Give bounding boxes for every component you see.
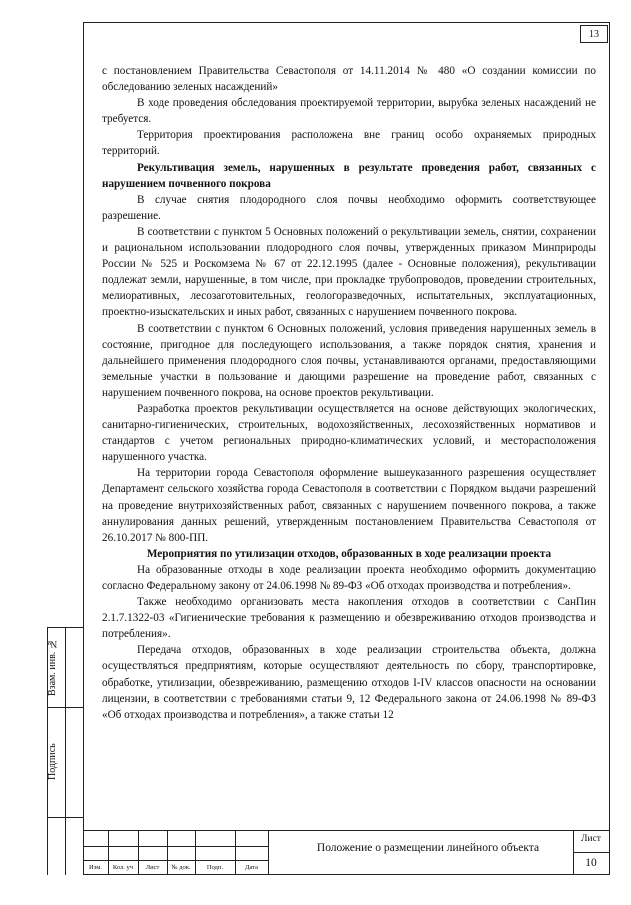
paragraph: На территории города Севастополя оформление вышеуказанного разрешения осуществляет Департамент сельского хозяйства города Севастополя в соответствии с Порядком выдачи разрешений на проведение внутрихозяйственных работ, связанных с нарушением почвенного покрова, а также аннулирования данных решений, утвержденным постановлением Правительства Севастополя от 26.10.2017 № 800-ПП. (102, 467, 596, 544)
paragraph: Разработка проектов рекультивации осуществляется на основе действующих экологических, санитарно-гигиенических, строительных, водохозяйственных, лесохозяйственных нормативов и стандартов с учетом региональных природно-климатических условий, и месторасположения нарушенного участка. (102, 402, 596, 464)
paragraph: В случае снятия плодородного слоя почвы необходимо оформить соответствующее разрешение. (102, 193, 596, 222)
sheet-label: Лист (581, 834, 601, 844)
paragraph: В ходе проведения обследования проектируемой территории, вырубка зеленых насаждений не требуется. (102, 97, 596, 126)
paragraph: с постановлением Правительства Севастополя от 14.11.2014 № 480 «О создании комиссии по обследованию зеленых насаждений» (102, 65, 596, 94)
title-block (83, 830, 610, 875)
paragraph: На образованные отходы в ходе реализации проекта необходимо оформить документацию согласно Федеральному закону от 24.06.1998 № 89-ФЗ «Об отходах производства и потребления». (102, 563, 596, 592)
side-label-signature: Подпись (47, 743, 58, 781)
paragraph: В соответствии с пунктом 5 Основных положений о рекультивации земель, снятии, сохранении и рациональном использовании плодородного слоя почвы, утвержденных приказом Минприроды России № 525 и Роскомзема № 67 от 22.12.1995 (далее - Основные положения), рекультивации подлежат земли, нарушенные, в том числе, при прокладке трубопроводов, проведении строительных, мелиоративных, лесозаготовительных, геологоразведочных, испытательных, эксплуатационных, проектно-изыскательских и иных работ, связанных с нарушением почвенного покрова. (102, 225, 596, 319)
stamp-col-change: Изм. (89, 864, 102, 871)
side-stamp (47, 627, 83, 875)
section-heading: Рекультивация земель, нарушенных в результате проведения работ, связанных с нарушением почвенного покрова (102, 161, 596, 190)
page-top-number: 13 (580, 25, 608, 43)
paragraph: Также необходимо организовать места накопления отходов в соответствии с СанПин 2.1.7.1322-03 «Гигиенические требования к размещению и обезвреживанию отходов производства и потребления». (102, 596, 596, 641)
stamp-col-doc: № док. (171, 864, 191, 871)
stamp-col-count: Кол. уч (112, 864, 134, 871)
paragraph: Передача отходов, образованных в ходе реализации строительства объекта, должна осуществляться предприятиям, которые осуществляют деятельность по сбору, транспортировке, обработке, утилизации, обезвреживанию, размещению отходов I-IV классов опасности на основании лицензии, в соответствии с требованиями статьи 9, 12 Федерального закона от 24.06.1998 № 89-ФЗ «Об отходах производства и потребления», а также статьи 12 (102, 644, 596, 721)
section-heading: Мероприятия по утилизации отходов, образованных в ходе реализации проекта (146, 547, 552, 560)
document-title: Положение о размещении линейного объекта (316, 842, 540, 854)
stamp-col-date: Дата (245, 864, 258, 871)
paragraph: Территория проектирования расположена вне границ особо охраняемых природных территорий. (102, 129, 596, 158)
paragraph: В соответствии с пунктом 6 Основных положений, условия приведения нарушенных земель в состояние, пригодное для последующего использования, а также порядок снятия, хранения и дальнейшего применения плодородного слоя почвы, устанавливаются органами, предоставляющими земельные участки в пользование и дающими разрешение на проведение работ, связанных с нарушением почвенного покрова, на основе проектов рекультивации. (102, 322, 596, 399)
stamp-col-sign: Подп. (206, 864, 224, 871)
sheet-number: 10 (585, 857, 597, 869)
side-label-replacement-inv: Взам. инв. № (47, 638, 58, 696)
document-body (102, 63, 596, 723)
stamp-col-sheet: Лист (145, 864, 160, 871)
